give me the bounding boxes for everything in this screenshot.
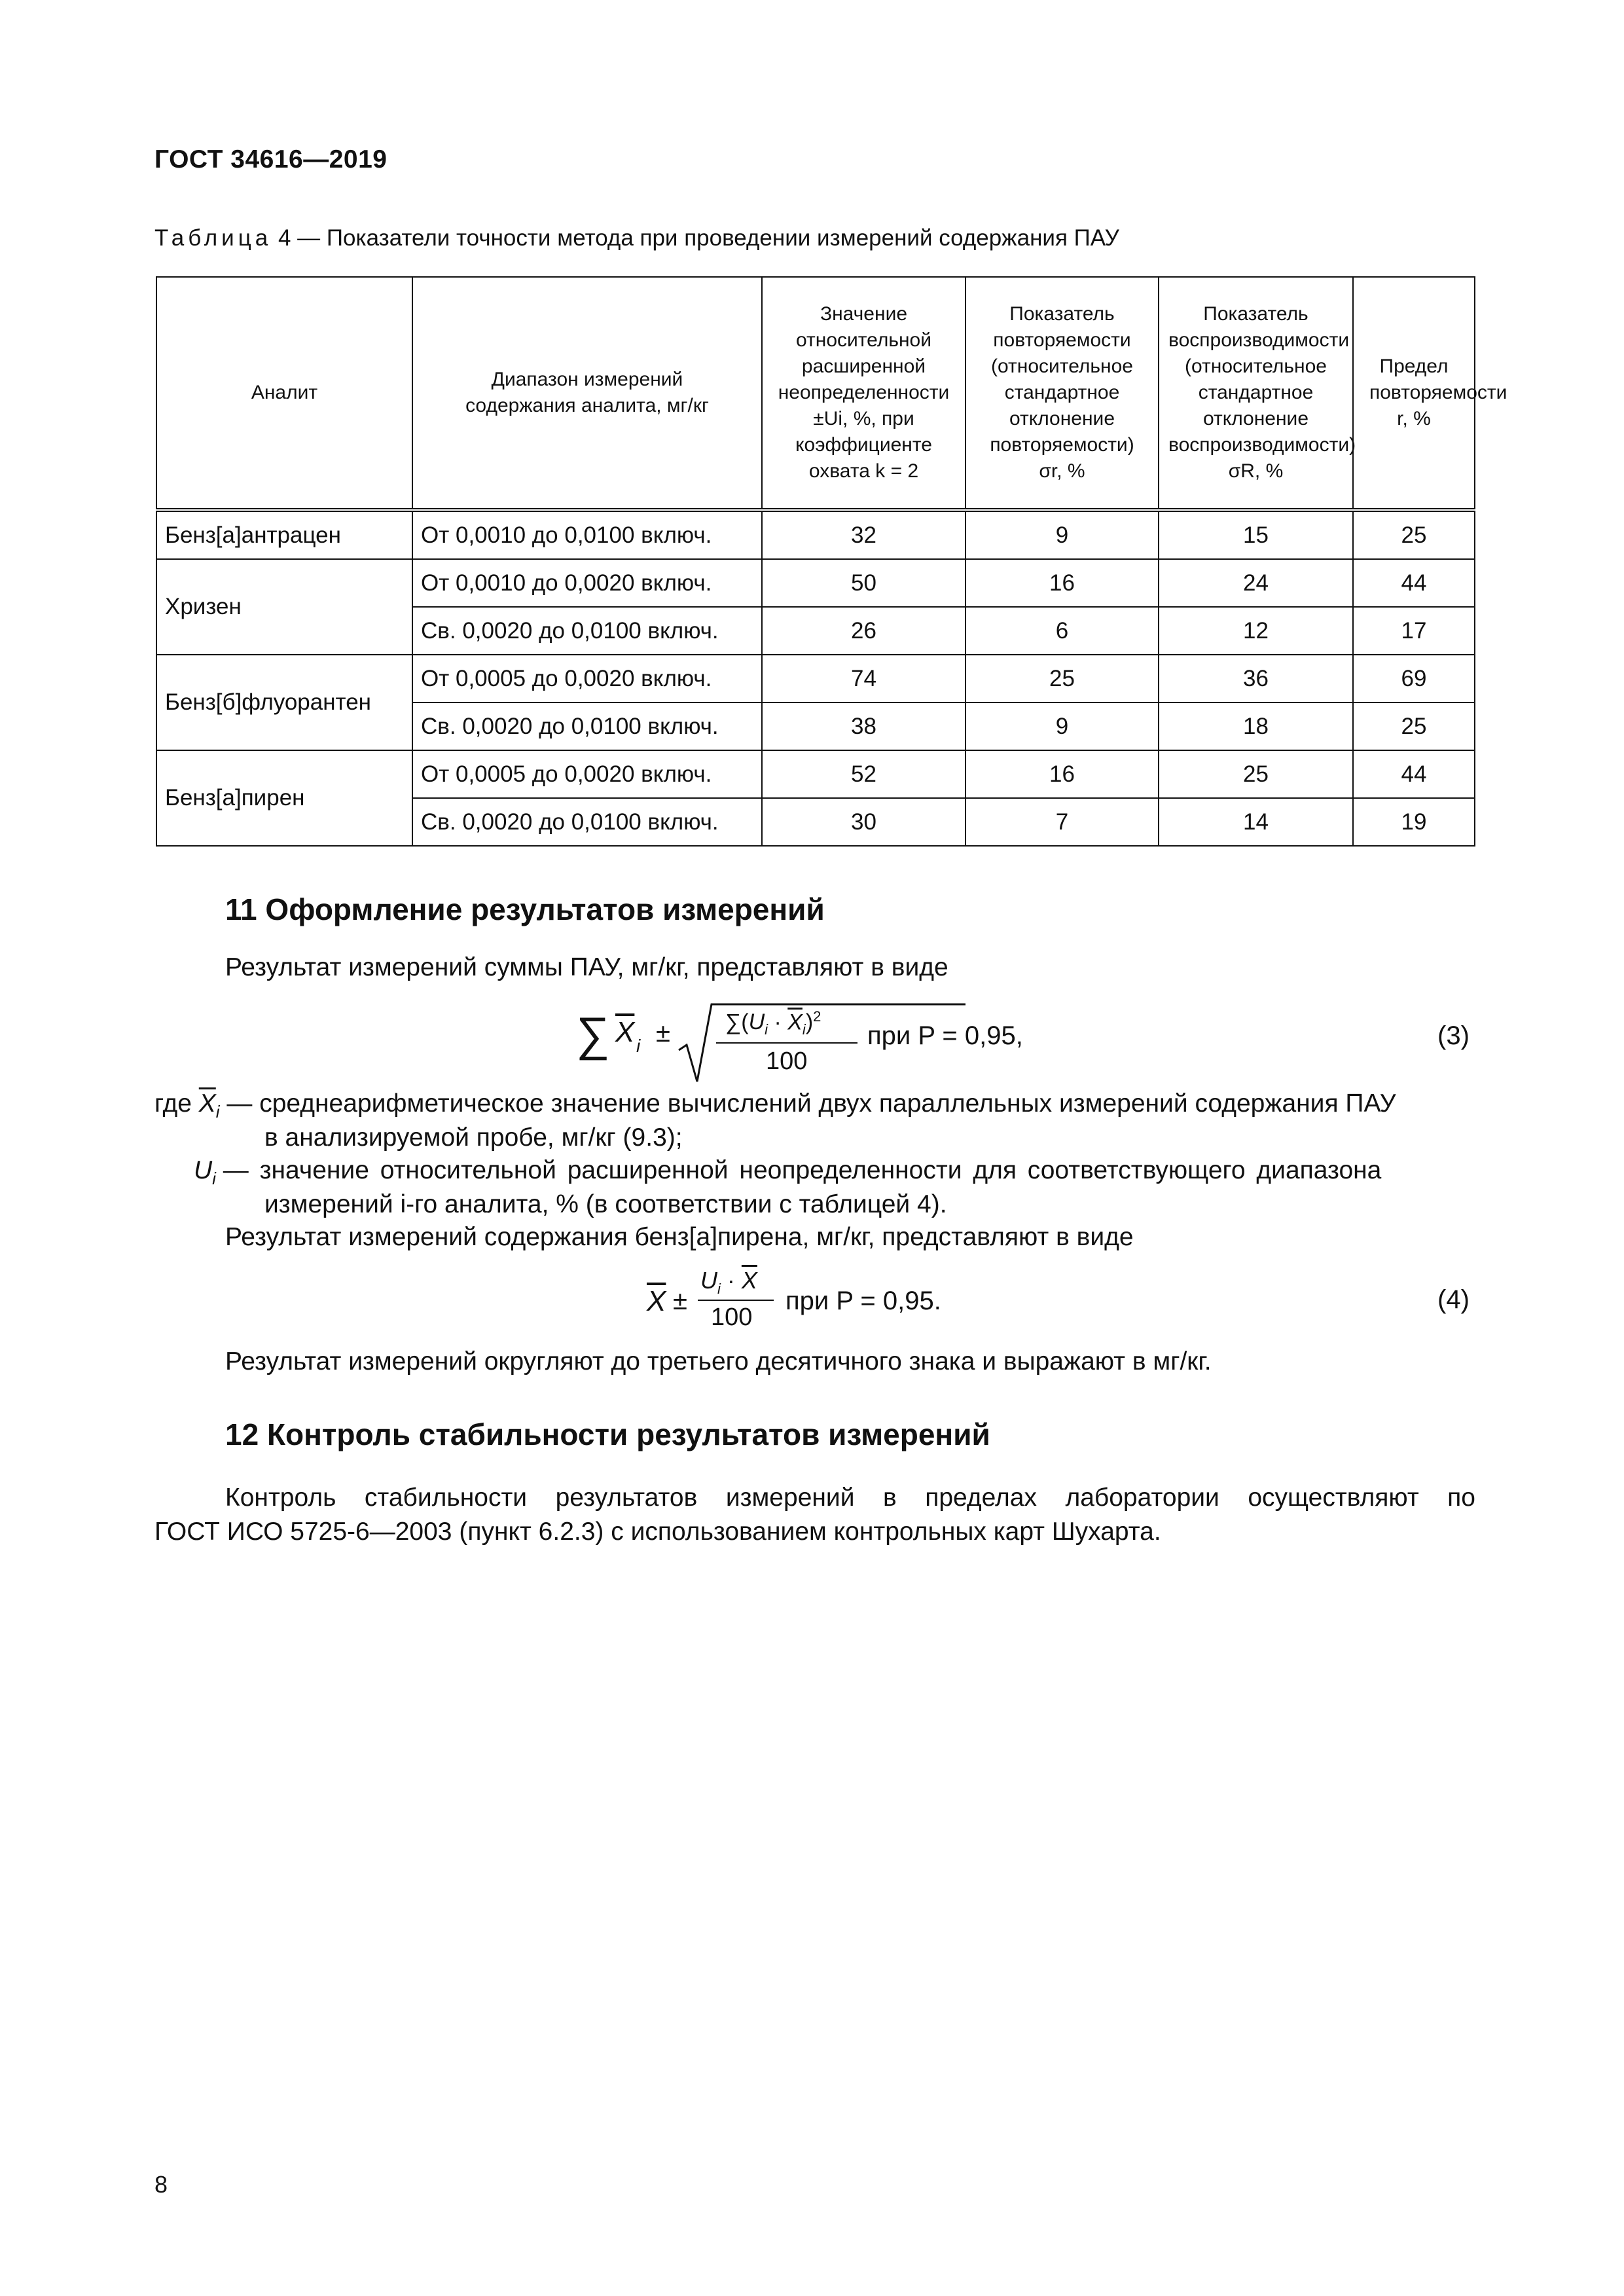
col-header-uncertainty: Значение относительной расширенной неопределенности ±Ui, %, при коэффициенте охвата k = 2 — [762, 277, 965, 510]
uncertainty-cell: 26 — [762, 607, 965, 655]
repeatability-cell: 6 — [965, 607, 1159, 655]
section-11-intro: Результат измерений суммы ПАУ, мг/кг, представляют в виде — [225, 953, 948, 981]
denominator-100: 100 — [766, 1048, 808, 1075]
sum-symbol: ∑ — [576, 1008, 610, 1061]
table-row — [156, 750, 1475, 798]
table-caption-text: 4 — Показатели точности метода при проведении измерений содержания ПАУ — [278, 225, 1119, 251]
section-11-intro-2: Результат измерений содержания бенз[а]пирена, мг/кг, представляют в виде — [225, 1223, 1134, 1251]
range-cell: От 0,0010 до 0,0020 включ. — [412, 559, 762, 607]
subscript-i: i — [215, 1101, 220, 1121]
x-bar: $\overline{X}$ — [647, 1285, 666, 1317]
plus-minus: ± — [673, 1286, 687, 1315]
range-cell: От 0,0005 до 0,0020 включ. — [412, 750, 762, 798]
table-caption — [154, 225, 1119, 251]
plus-minus: ± — [656, 1019, 670, 1048]
definition-ui-continued: измерений i-го аналита, % (в соответствии с таблицей 4). — [264, 1190, 947, 1218]
col-header-range: Диапазон измерений содержания аналита, мг/кг — [412, 277, 762, 510]
x-bar: $\overline{X}$ — [615, 1016, 635, 1048]
uncertainty-cell: 32 — [762, 510, 965, 559]
limit-cell: 25 — [1353, 702, 1475, 750]
reproducibility-cell: 25 — [1159, 750, 1353, 798]
definition-ui-text: — значение относительной расширенной неопределенности для соответствующего диапазона — [223, 1156, 1382, 1184]
uncertainty-cell: 52 — [762, 750, 965, 798]
section-12-line-1: Контроль стабильности результатов измерений в пределах лаборатории осуществляют по — [225, 1484, 1475, 1512]
analyte-cell: Бенз[а]пирен — [156, 750, 412, 846]
limit-cell: 19 — [1353, 798, 1475, 846]
col-header-repeatability: Показатель повторяемости (относительное стандартное отклонение повторяемости) σr, % — [965, 277, 1159, 510]
limit-cell: 69 — [1353, 655, 1475, 702]
section-12-line-2: ГОСТ ИСО 5725-6—2003 (пункт 6.2.3) с использованием контрольных карт Шухарта. — [154, 1518, 1161, 1546]
section-12-heading: 12 Контроль стабильности результатов измерений — [225, 1417, 990, 1451]
reproducibility-cell: 14 — [1159, 798, 1353, 846]
definition-xi-text: — среднеарифметическое значение вычислений двух параллельных измерений содержания ПАУ — [226, 1089, 1396, 1118]
fraction-numerator: $U_i \cdot \overline{X}$ — [700, 1267, 757, 1298]
repeatability-cell: 9 — [965, 510, 1159, 559]
uncertainty-cell: 50 — [762, 559, 965, 607]
col-header-analyte: Аналит — [156, 277, 412, 510]
repeatability-cell: 16 — [965, 750, 1159, 798]
limit-cell: 25 — [1353, 510, 1475, 559]
denominator-100: 100 — [711, 1303, 753, 1331]
formula-3 — [576, 1002, 1047, 1087]
equation-number-4: (4) — [1437, 1285, 1470, 1314]
col-header-reproducibility: Показатель воспроизводимости (относительное стандартное отклонение воспроизводимости) σR, % — [1159, 277, 1353, 510]
table-row — [156, 510, 1475, 559]
reproducibility-cell: 18 — [1159, 702, 1353, 750]
page-number: 8 — [154, 2171, 168, 2198]
range-cell: От 0,0005 до 0,0020 включ. — [412, 655, 762, 702]
x-bar-symbol: $\overline{X}$ — [198, 1089, 216, 1118]
table-row — [156, 559, 1475, 607]
accuracy-table — [156, 276, 1507, 847]
uncertainty-cell: 30 — [762, 798, 965, 846]
repeatability-cell: 7 — [965, 798, 1159, 846]
repeatability-cell: 25 — [965, 655, 1159, 702]
repeatability-cell: 16 — [965, 559, 1159, 607]
reproducibility-cell: 24 — [1159, 559, 1353, 607]
definition-xi-continued: в анализируемой пробе, мг/кг (9.3); — [264, 1123, 683, 1152]
limit-cell: 44 — [1353, 750, 1475, 798]
limit-cell: 44 — [1353, 559, 1475, 607]
sqrt-numerator: $\sum(U_i \cdot \overline{X}_i)^2$ — [725, 1008, 821, 1038]
formula-4 — [641, 1267, 982, 1339]
reproducibility-cell: 36 — [1159, 655, 1353, 702]
range-cell: Св. 0,0020 до 0,0100 включ. — [412, 798, 762, 846]
col-header-limit: Предел повторяемости r, % — [1353, 277, 1475, 510]
section-11-heading: 11 Оформление результатов измерений — [225, 892, 825, 926]
subscript-i: i — [212, 1168, 216, 1188]
analyte-cell: Бенз[а]антрацен — [156, 510, 412, 559]
reproducibility-cell: 15 — [1159, 510, 1353, 559]
reproducibility-cell: 12 — [1159, 607, 1353, 655]
limit-cell: 17 — [1353, 607, 1475, 655]
table-header-row — [156, 277, 1475, 510]
formula-3-condition: при P = 0,95, — [867, 1021, 1023, 1050]
table-row — [156, 655, 1475, 702]
fraction-line — [698, 1300, 774, 1301]
range-cell: Св. 0,0020 до 0,0100 включ. — [412, 607, 762, 655]
formula-4-condition: при P = 0,95. — [785, 1286, 941, 1315]
fraction-line — [716, 1042, 857, 1044]
analyte-cell: Хризен — [156, 559, 412, 655]
range-cell: От 0,0010 до 0,0100 включ. — [412, 510, 762, 559]
repeatability-cell: 9 — [965, 702, 1159, 750]
standard-code: ГОСТ 34616—2019 — [154, 145, 388, 173]
analyte-cell: Бенз[б]флуорантен — [156, 655, 412, 750]
uncertainty-cell: 74 — [762, 655, 965, 702]
equation-number-3: (3) — [1437, 1021, 1470, 1050]
table-caption-label: Таблица — [154, 225, 272, 251]
u-symbol: U — [194, 1156, 213, 1184]
where-label: где — [154, 1089, 192, 1118]
subscript-i: i — [636, 1036, 641, 1056]
rounding-rule: Результат измерений округляют до третьего десятичного знака и выражают в мг/кг. — [225, 1347, 1212, 1376]
range-cell: Св. 0,0020 до 0,0100 включ. — [412, 702, 762, 750]
uncertainty-cell: 38 — [762, 702, 965, 750]
